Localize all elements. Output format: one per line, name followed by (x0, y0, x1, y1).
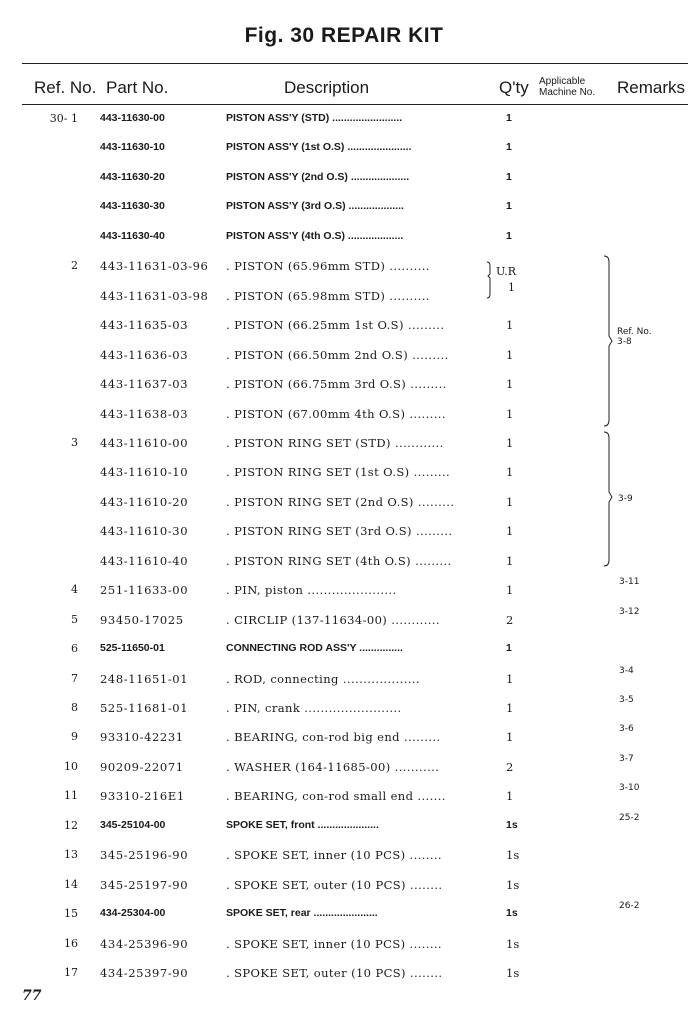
row-part-no: 443-11630-40 (100, 229, 165, 242)
row-description: PISTON ASS'Y (3rd O.S) ................... (226, 200, 404, 213)
header-ref-no: Ref. No. (34, 78, 97, 97)
header-applicable-line2: Machine No. (539, 87, 596, 98)
page-number: 77 (22, 988, 42, 1004)
row-description: . PISTON (66.75mm 3rd O.S) ......... (226, 377, 447, 392)
row-description: . PISTON (67.00mm 4th O.S) ......... (226, 406, 446, 421)
row-ref-no: 5 (71, 612, 78, 626)
row-qty: 2 (506, 759, 514, 774)
row-part-no: 345-25197-90 (100, 877, 189, 892)
row-qty: 1 (506, 789, 514, 804)
row-part-no: 443-11610-40 (100, 553, 189, 568)
row-qty: 1 (506, 435, 514, 450)
row-part-no: 443-11630-00 (100, 112, 165, 124)
row-description: PISTON ASS'Y (4th O.S) ................... (226, 229, 404, 242)
row-part-no: 434-25396-90 (100, 936, 189, 951)
row-qty: 1 (506, 406, 514, 421)
row-description: . PISTON RING SET (3rd O.S) ......... (226, 524, 453, 539)
row-qty: 1s (506, 877, 520, 892)
row-ref-no: 9 (71, 730, 78, 744)
row-part-no: 93310-42231 (100, 730, 184, 745)
row-part-no: 248-11651-01 (100, 671, 189, 686)
row-description: PISTON ASS'Y (STD) ........................ (226, 112, 403, 124)
row-part-no: 443-11638-03 (100, 406, 189, 421)
row-part-no: 434-25397-90 (100, 966, 189, 980)
row-remarks: 3-6 (619, 724, 634, 735)
row-qty: 1 (506, 701, 514, 715)
row-part-no: 443-11631-03-98 (100, 288, 209, 303)
row-qty: 1 (506, 377, 514, 392)
row-ref-no: 2 (71, 259, 78, 273)
row-part-no: 443-11636-03 (100, 347, 189, 362)
row-description: . BEARING, con-rod small end ....... (226, 789, 446, 804)
row-part-no: 443-11630-10 (100, 141, 165, 154)
row-description: PISTON ASS'Y (1st O.S) ...................... (226, 141, 412, 154)
row-description: SPOKE SET, rear ...................... (226, 907, 378, 920)
row-description: . PISTON RING SET (2nd O.S) ......... (226, 494, 455, 509)
row-part-no: 525-11681-01 (100, 701, 189, 715)
page-title: Fig. 30 REPAIR KIT (244, 24, 444, 47)
row-part-no: 93450-17025 (100, 612, 184, 627)
row-qty: 1s (506, 848, 520, 863)
row-part-no: 443-11610-00 (100, 435, 189, 450)
row-part-no: 443-11637-03 (100, 377, 189, 392)
row-part-no: 443-11610-20 (100, 494, 189, 509)
row-qty: 1s (506, 936, 520, 951)
row-part-no: 443-11630-20 (100, 170, 165, 183)
row-description: . PISTON RING SET (1st O.S) ......... (226, 465, 451, 480)
row-qty: 1 (506, 642, 512, 655)
row-ref-no: 3 (71, 435, 78, 449)
remark-group-pistons-label: Ref. No. (617, 327, 652, 337)
ur-qty: 1 (508, 281, 515, 294)
row-part-no: 345-25196-90 (100, 848, 189, 863)
row-remarks: 3-12 (619, 606, 640, 617)
row-qty: 1 (506, 229, 512, 242)
row-description: . PIN, piston ...................... (226, 583, 397, 598)
row-description: . PISTON (66.25mm 1st O.S) ......... (226, 318, 445, 333)
row-ref-no: 13 (64, 848, 78, 862)
row-part-no: 443-11610-30 (100, 524, 189, 539)
row-remarks: 3-10 (619, 783, 640, 794)
row-description: . PISTON (65.96mm STD) .......... (226, 259, 430, 274)
row-qty: 1 (506, 347, 514, 362)
header-part-no: Part No. (106, 78, 169, 97)
row-part-no: 443-11631-03-96 (100, 259, 209, 274)
row-remarks: 25-2 (619, 812, 640, 823)
row-qty: 2 (506, 612, 514, 627)
row-qty: 1 (506, 730, 514, 745)
row-part-no: 345-25104-00 (100, 818, 166, 831)
row-part-no: 93310-216E1 (100, 789, 185, 804)
row-qty: 1s (506, 907, 518, 920)
row-description: . SPOKE SET, inner (10 PCS) ........ (226, 936, 442, 951)
row-qty: 1 (506, 524, 514, 539)
row-qty: 1 (506, 465, 514, 480)
row-qty: 1 (506, 583, 514, 598)
row-ref-no: 30- 1 (49, 112, 78, 125)
row-qty: 1 (506, 553, 514, 568)
row-description: . PISTON (65.98mm STD) .......... (226, 288, 430, 303)
row-qty: 1s (506, 818, 518, 831)
row-part-no: 525-11650-01 (100, 642, 165, 655)
header-description: Description (284, 78, 370, 97)
header-remarks: Remarks (617, 78, 686, 97)
row-description: . SPOKE SET, inner (10 PCS) ........ (226, 848, 442, 863)
row-description: . SPOKE SET, outer (10 PCS) ........ (226, 966, 443, 980)
header-qty: Q'ty (499, 78, 529, 97)
row-qty: 1 (506, 141, 512, 154)
row-ref-no: 6 (71, 642, 78, 656)
row-part-no: 434-25304-00 (100, 907, 166, 920)
row-description: SPOKE SET, front ..................... (226, 818, 379, 831)
row-ref-no: 10 (64, 759, 78, 773)
header-applicable-line1: Applicable (539, 76, 586, 87)
row-part-no: 251-11633-00 (100, 583, 189, 598)
row-qty: 1s (506, 966, 520, 980)
row-ref-no: 12 (64, 818, 78, 832)
row-description: . BEARING, con-rod big end ......... (226, 730, 441, 745)
row-description: . PISTON (66.50mm 2nd O.S) ......... (226, 347, 449, 362)
row-remarks: 3-11 (619, 577, 640, 588)
row-description: . PISTON RING SET (STD) ............ (226, 435, 444, 450)
row-ref-no: 14 (64, 877, 78, 891)
row-part-no: 90209-22071 (100, 759, 184, 774)
row-description: PISTON ASS'Y (2nd O.S) .................... (226, 170, 410, 183)
row-qty: 1 (506, 112, 512, 124)
remark-bracket-rings (604, 432, 612, 566)
row-qty: 1 (506, 318, 514, 333)
row-description: . PISTON RING SET (4th O.S) ......... (226, 553, 452, 568)
row-qty: 1 (506, 170, 512, 183)
row-ref-no: 17 (64, 966, 78, 979)
row-qty: 1 (506, 671, 514, 686)
row-part-no: 443-11630-30 (100, 200, 165, 213)
ur-bracket (487, 262, 490, 298)
row-ref-no: 4 (71, 583, 78, 597)
remark-group-rings: 3-9 (618, 494, 633, 504)
ur-label: U.R (496, 265, 517, 278)
row-part-no: 443-11610-10 (100, 465, 189, 480)
row-remarks: 26-2 (619, 901, 640, 912)
remark-group-pistons-value: 3-8 (617, 337, 632, 347)
row-description: . WASHER (164-11685-00) ........... (226, 759, 440, 774)
row-remarks: 3-4 (619, 665, 634, 676)
row-qty: 1 (506, 200, 512, 213)
row-description: . SPOKE SET, outer (10 PCS) ........ (226, 877, 443, 892)
row-ref-no: 7 (71, 671, 78, 685)
remark-bracket-pistons (604, 256, 612, 426)
row-qty: 1 (506, 494, 514, 509)
row-description: CONNECTING ROD ASS'Y ............... (226, 642, 403, 655)
row-remarks: 3-5 (619, 695, 634, 705)
row-remarks: 3-7 (619, 753, 634, 764)
row-description: . PIN, crank ........................ (226, 701, 402, 715)
row-ref-no: 8 (71, 701, 78, 714)
row-ref-no: 16 (64, 936, 78, 950)
row-description: . ROD, connecting ................... (226, 671, 420, 686)
row-ref-no: 11 (64, 789, 78, 803)
row-description: . CIRCLIP (137-11634-00) ............ (226, 612, 440, 627)
row-ref-no: 15 (64, 907, 78, 921)
row-part-no: 443-11635-03 (100, 318, 189, 333)
